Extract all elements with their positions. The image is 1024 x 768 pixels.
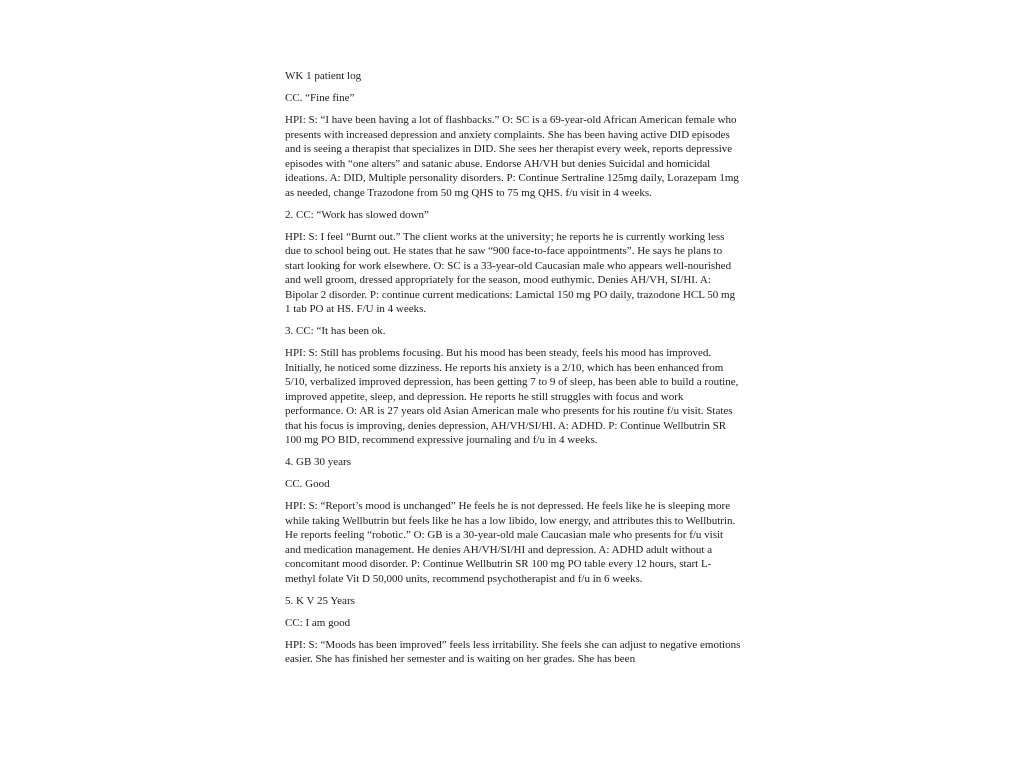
chief-complaint-1: CC. “Fine fine” <box>285 92 355 104</box>
log-title: WK 1 patient log <box>285 70 362 82</box>
patient-heading-5: 5. K V 25 Years <box>285 594 355 607</box>
document-page <box>285 69 741 674</box>
chief-complaint-4: CC. Good <box>285 478 330 490</box>
hpi-paragraph-2: HPI: S: I feel “Burnt out.” The client works at the university; he reports he is currently working less due to school being out. He states that he saw “900 face-to-face appointments”. He says he plans to start looking for work elsewhere. O: SC is a 33-year-old Caucasian male who appears well-nourished and well groom, dressed appropriately for the season, mood euthymic. Denies AH/VH, SI/HI. A: Bipolar 2 disorder. P: continue current medications: Lamictal 150 mg PO daily, trazodone HCL 50 mg 1 tab PO at HS. F/U in 4 weeks. <box>285 230 736 315</box>
chief-complaint-5: CC: I am good <box>285 616 351 629</box>
hpi-paragraph-5: HPI: S: “Moods has been improved” feels less irritability. She feels she can adjust to negative emotions easier. She has finished her semester and is waiting on her grades. She has been <box>285 638 741 665</box>
patient-heading-4: 4. GB 30 years <box>285 456 351 468</box>
chief-complaint-2: 2. CC: “Work has slowed down” <box>285 208 429 221</box>
hpi-paragraph-1: HPI: S: “I have been having a lot of flashbacks.” O: SC is a 69-year-old African American female who presents with increased depression and anxiety complaints. She has been having active DID episodes and is seeing a therapist that specializes in DID. She sees her therapist every week, reports depressive episodes with “one alters” and satanic abuse. Endorse AH/VH but denies Suicidal and homicidal ideations. A: DID, Multiple personality disorders. P: Continue Sertraline 125mg daily, Lorazepam 1mg as needed, change Trazodone from 50 mg QHS to 75 mg QHS. f/u visit in 4 weeks. <box>285 114 739 199</box>
hpi-paragraph-3: HPI: S: Still has problems focusing. But his mood has been steady, feels his mood has improved. Initially, he noticed some dizziness. He reports his anxiety is a 2/10, which has been enhanced from 5/10, verbalized improved depression, has been getting 7 to 9 of sleep, has been able to build a routine, improved appetite, sleep, and depression. He reports he still struggles with focus and work performance. O: AR is 27 years old Asian American male who presents for his routine f/u visit. States that his focus is improving, denies depression, AH/VH/SI/HI. A: ADHD. P: Continue Wellbutrin SR 100 mg PO BID, recommend expressive journaling and f/u in 4 weeks. <box>285 347 739 446</box>
chief-complaint-3: 3. CC: “It has been ok. <box>285 325 386 337</box>
hpi-paragraph-4: HPI: S: “Report’s mood is unchanged” He feels he is not depressed. He feels like he is sleeping more while taking Wellbutrin but feels like he has a low libido, low energy, and attributes this to Wellbutrin. He reports feeling “robotic.” O: GB is a 30-year-old male Caucasian male who presents for f/u visit and medication management. He denies AH/VH/SI/HI and depression. A: ADHD adult without a concomitant mood disorder. P: Continue Wellbutrin SR 100 mg PO table every 12 hours, start L-methyl folate Vit D 50,000 units, recommend psychotherapist and f/u in 6 weeks. <box>285 500 736 585</box>
